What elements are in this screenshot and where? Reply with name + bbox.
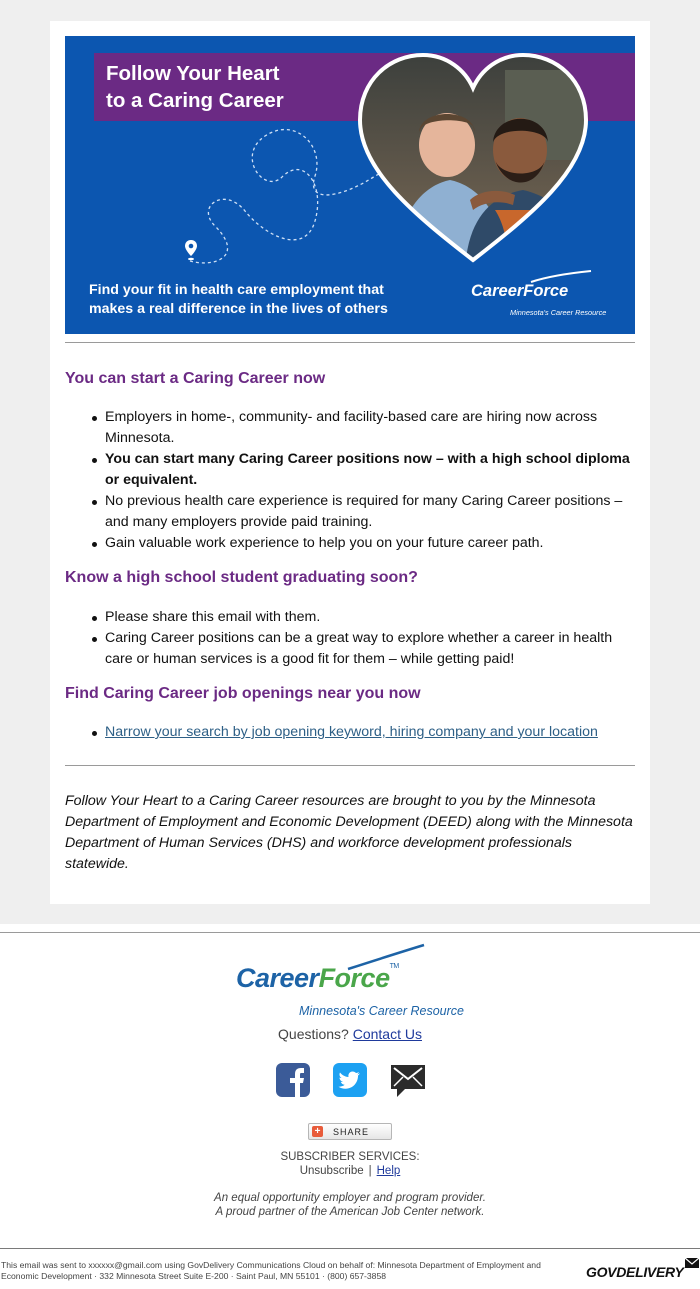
- location-pin-icon: [184, 239, 198, 261]
- social-links: [275, 1061, 425, 1101]
- banner-careerforce-logo: CareerForce Minnesota's Career Resource: [471, 270, 631, 320]
- help-link[interactable]: Help: [376, 1165, 401, 1177]
- job-openings-list: [105, 722, 633, 743]
- banner-title: Follow Your Heart to a Caring Career: [106, 62, 284, 112]
- contact-us-link[interactable]: Contact Us: [352, 1026, 422, 1042]
- bottom-divider: [0, 1248, 700, 1249]
- footer-divider: [0, 932, 700, 933]
- start-now-list: [105, 407, 633, 554]
- email-card: [50, 21, 650, 904]
- section-heading-job-openings: Find Caring Career job openings near you now: [65, 685, 421, 702]
- heart-photo: [355, 50, 591, 272]
- envelope-icon: [684, 1257, 700, 1269]
- list-item: No previous health care experience is required for many Caring Career positions – and many employers provide paid training.: [105, 491, 633, 533]
- govdelivery-logo[interactable]: GOVDELIVERY: [584, 1257, 700, 1285]
- facebook-icon[interactable]: [275, 1061, 311, 1099]
- legal-text: This email was sent to xxxxxx@gmail.com using GovDelivery Communications Cloud on behalf of: Minnesota Department of Employment and Economic Development · 332 Minnesota Street Suite E-200 · Saint Paul, MN 55101 · (800) 657-3858: [1, 1260, 541, 1281]
- list-item: Employers in home-, community- and facility-based care are hiring now across Minnesota.: [105, 407, 633, 449]
- banner-subtitle: Find your fit in health care employment that makes a real difference in the lives of others: [89, 282, 388, 317]
- list-item: You can start many Caring Career positions now – with a high school diploma or equivalent.: [105, 449, 633, 491]
- unsubscribe-link[interactable]: Unsubscribe: [299, 1165, 364, 1177]
- plus-icon: +: [312, 1126, 323, 1137]
- list-item: Gain valuable work experience to help you on your future career path.: [105, 533, 633, 554]
- section-heading-start-now: You can start a Caring Career now: [65, 370, 326, 387]
- twitter-icon[interactable]: [332, 1061, 368, 1099]
- email-icon[interactable]: [389, 1061, 427, 1101]
- subscriber-services: SUBSCRIBER SERVICES: Unsubscribe | Help: [280, 1151, 420, 1177]
- equal-opportunity-statement: An equal opportunity employer and program provider. A proud partner of the American Job Center network.: [214, 1192, 486, 1218]
- divider: [65, 765, 635, 766]
- share-button[interactable]: + SHARE: [308, 1123, 392, 1140]
- student-list: [105, 607, 633, 670]
- questions-line: Questions? Contact Us: [278, 1026, 422, 1042]
- list-item: [105, 722, 633, 743]
- divider: [65, 342, 635, 343]
- hero-banner[interactable]: [65, 36, 635, 334]
- list-item: Caring Career positions can be a great way to explore whether a career in health care or human services is a good fit for them – while getting paid!: [105, 628, 633, 670]
- resources-note: Follow Your Heart to a Caring Career resources are brought to you by the Minnesota Department of Employment and Economic Development (DEED) along with the Minnesota Department of Human Services (DHS) and workforce development professionals statewide.: [65, 793, 633, 872]
- list-item: Please share this email with them.: [105, 607, 633, 628]
- job-search-link[interactable]: Narrow your search by job opening keyword, hiring company and your location: [105, 724, 598, 740]
- section-heading-student: Know a high school student graduating soon?: [65, 569, 418, 586]
- careerforce-logo[interactable]: CareerForce™ Minnesota's Career Resource: [236, 942, 468, 1022]
